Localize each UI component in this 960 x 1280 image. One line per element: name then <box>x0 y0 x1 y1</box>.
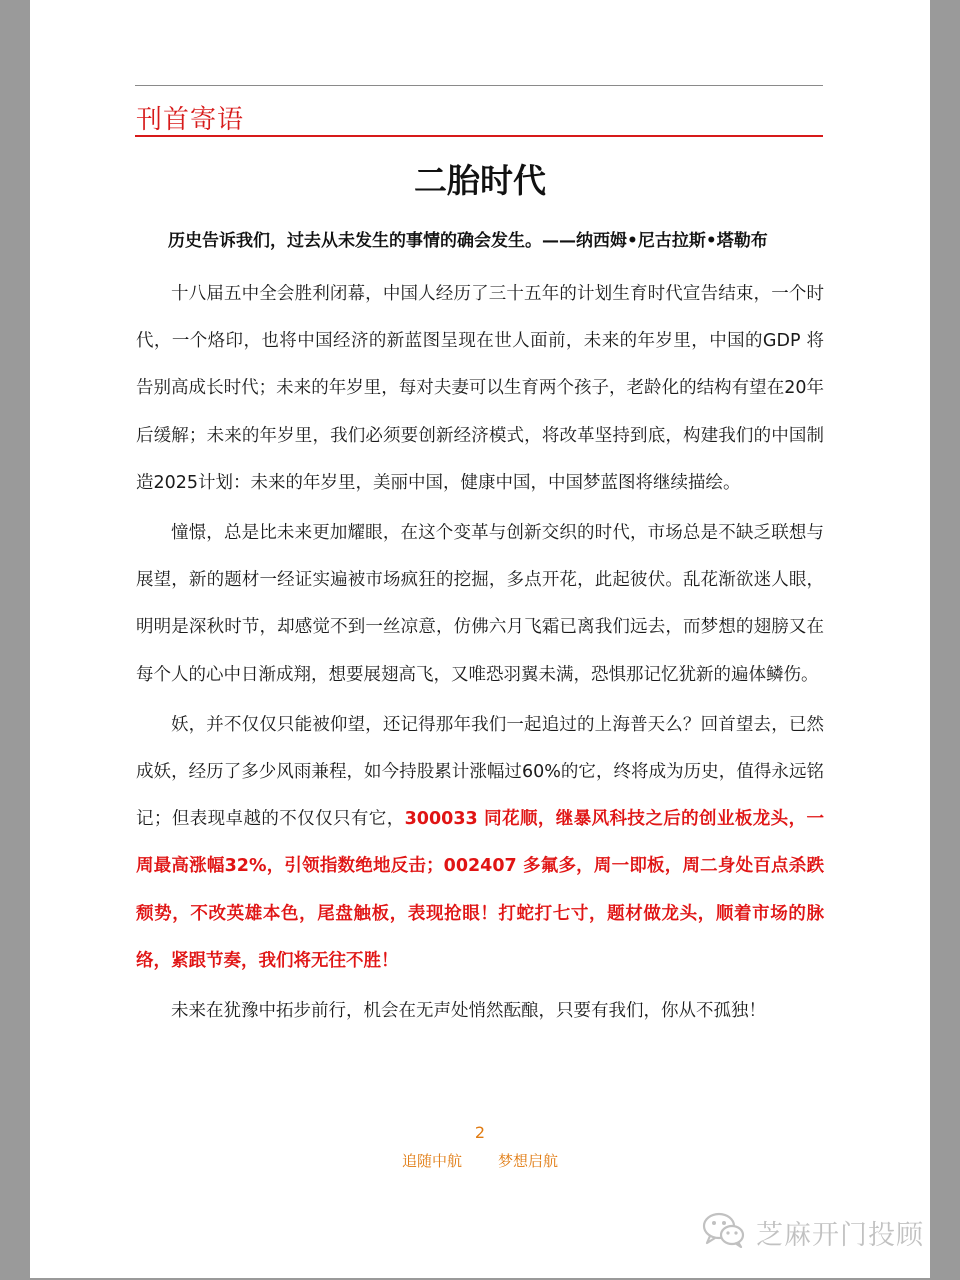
footer-slogan <box>30 1150 930 1172</box>
watermark-text: 芝麻开门投顾 <box>756 1219 924 1251</box>
highlighted-text: 300033 同花顺，继暴风科技之后的创业板龙头，一周最高涨幅32%，引领指数绝地反击；002407 多氟多，周一即板，周二身处百点杀跌颓势，不改英雄本色，尾盘触板，表现抢眼！打蛇打七寸，题材做龙头，顺着市场的脉络，紧跟节奏，我们将无往不胜！ <box>136 809 824 971</box>
article-body <box>136 271 824 1035</box>
paragraph-text: 妖，并不仅仅只能被仰望，还记得那年我们一起追过的上海普天么？回首望去，已然成妖，经历了多少风雨兼程，如今持股累计涨幅过60%的它，终将成为历史，值得永远铭记；但表现卓越的不仅仅只有它， <box>136 714 824 830</box>
top-divider <box>135 85 823 86</box>
document-page <box>30 0 930 1278</box>
paragraph: 未来在犹豫中拓步前行，机会在无声处悄然酝酿，只要有我们，你从不孤独！ <box>171 1001 766 1022</box>
section-label: 刊首寄语 <box>136 105 245 135</box>
section-divider <box>135 135 823 137</box>
slogan-right: 梦想启航 <box>498 1152 559 1170</box>
page-number: 2 <box>474 1123 486 1142</box>
wechat-icon <box>702 1212 746 1252</box>
paragraph: 十八届五中全会胜利闭幕，中国人经历了三十五年的计划生育时代宣告结束，一个时代，一个烙印，也将中国经济的新蓝图呈现在世人面前，未来的年岁里，中国的GDP 将告别高成长时代；未来的年岁里，每对夫妻可以生育两个孩子，老龄化的结构有望在20年后缓解；未来的年岁里，我们必须要创新经济模式，将改革坚持到底，构建我们的中国制造2025计划：未来的年岁里，美丽中国，健康中国，中国梦蓝图将继续描绘。 <box>136 284 824 493</box>
epigraph-quote: 历史告诉我们，过去从未发生的事情的确会发生。——纳西姆•尼古拉斯•塔勒布 <box>168 231 768 251</box>
paragraph: 憧憬，总是比未来更加耀眼，在这个变革与创新交织的时代，市场总是不缺乏联想与展望，新的题材一经证实遍被市场疯狂的挖掘，多点开花，此起彼伏。乱花渐欲迷人眼，明明是深秋时节，却感觉不到一丝凉意，仿佛六月飞霜已离我们远去，而梦想的翅膀又在每个人的心中日渐成翔，想要展翅高飞，又唯恐羽翼未满，恐惧那记忆犹新的遍体鳞伤。 <box>136 523 824 685</box>
slogan-left: 追随中航 <box>401 1152 462 1170</box>
article-title: 二胎时代 <box>414 161 546 200</box>
watermark <box>702 1212 924 1252</box>
paragraph <box>136 702 824 985</box>
